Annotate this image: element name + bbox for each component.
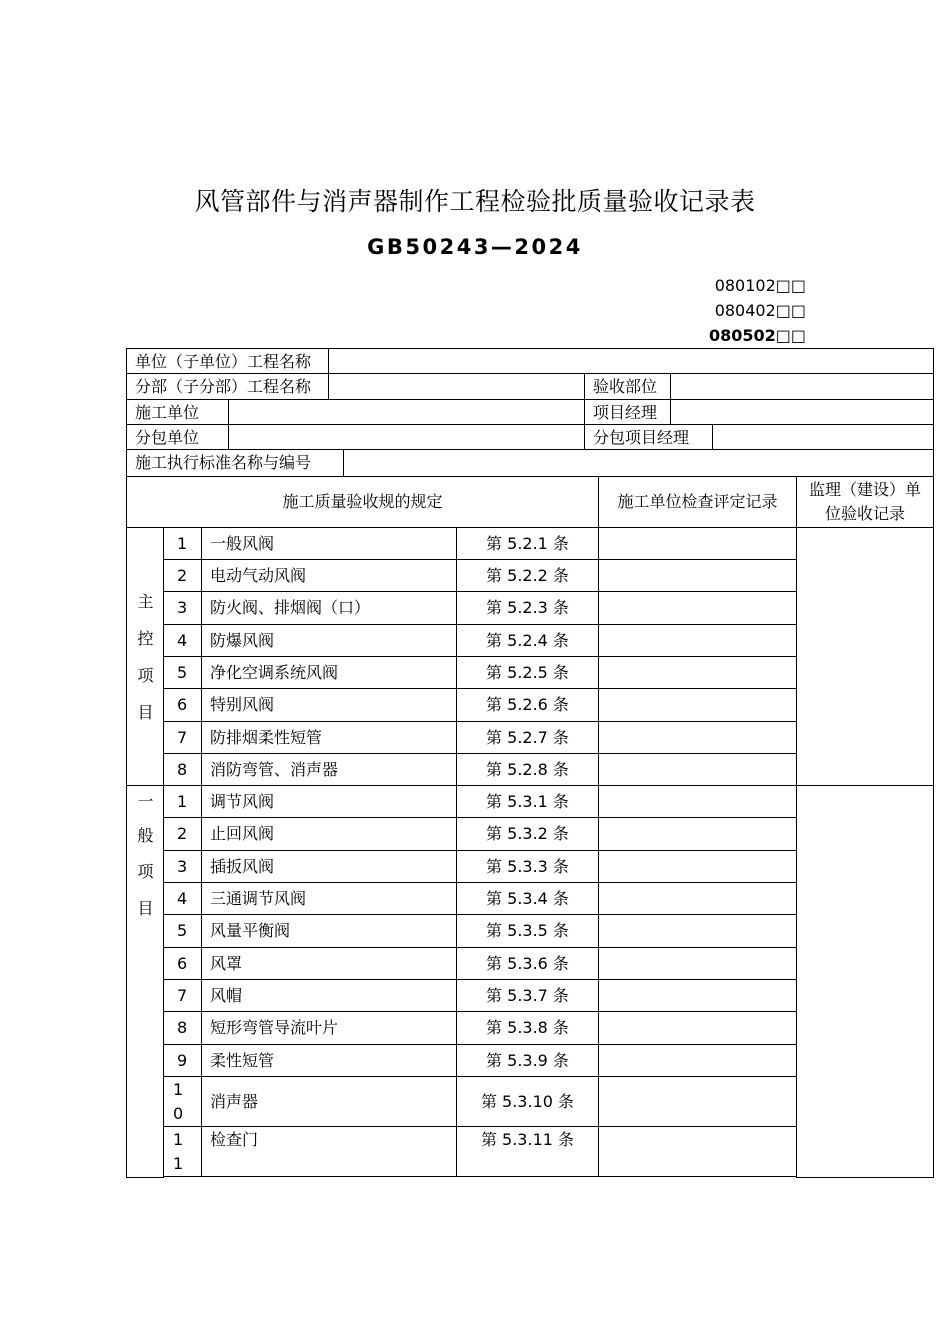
acceptance-table [126,348,934,1178]
general-item-number: 7 [163,979,202,1012]
general-item-number: 1 0 [163,1076,202,1127]
general-item-number: 3 [163,850,202,883]
main-item-clause: 第 5.2.1 条 [456,527,599,560]
sub-project-label: 分部（子分部）工程名称 [126,373,329,400]
general-item-clause: 第 5.3.8 条 [456,1011,599,1045]
col-spec-header: 施工质量验收规的规定 [126,476,599,528]
general-item-number: 4 [163,882,202,915]
general-item-check-field[interactable] [598,850,797,883]
standard-name-field[interactable] [343,449,934,477]
general-item-number: 9 [163,1044,202,1077]
acceptance-part-label: 验收部位 [584,373,671,400]
general-item-number: 8 [163,1011,202,1045]
main-item-check-field[interactable] [598,559,797,592]
general-item-name: 柔性短管 [201,1044,457,1077]
main-item-number: 2 [163,559,202,592]
general-item-name: 风帽 [201,979,457,1012]
main-item-clause: 第 5.2.7 条 [456,721,599,754]
general-item-check-field[interactable] [598,947,797,980]
general-item-name: 风量平衡阀 [201,914,457,948]
main-item-name: 防爆风阀 [201,624,457,657]
subcontract-unit-label: 分包单位 [126,424,229,450]
general-item-name: 检查门 [201,1126,457,1177]
form-code-1: 080102□□ [714,276,806,295]
general-item-check-field[interactable] [598,817,797,851]
main-item-number: 5 [163,656,202,689]
main-item-name: 消防弯管、消声器 [201,753,457,786]
construction-unit-field[interactable] [228,399,585,425]
col-supervision-header: 监理（建设）单位验收记录 [796,476,934,528]
main-item-check-field[interactable] [598,591,797,625]
main-item-number: 7 [163,721,202,754]
general-item-check-field[interactable] [598,979,797,1012]
subcontract-manager-label: 分包项目经理 [584,424,713,450]
main-item-clause: 第 5.2.3 条 [456,591,599,625]
general-item-name: 插扳风阀 [201,850,457,883]
general-item-clause: 第 5.3.5 条 [456,914,599,948]
main-items-label: 主 控 项 目 [126,527,164,786]
general-item-clause: 第 5.3.3 条 [456,850,599,883]
general-item-clause: 第 5.3.4 条 [456,882,599,915]
general-item-number: 1 1 [163,1126,202,1177]
general-item-name: 消声器 [201,1076,457,1127]
general-item-clause: 第 5.3.7 条 [456,979,599,1012]
general-item-clause: 第 5.3.2 条 [456,817,599,851]
main-item-number: 6 [163,688,202,722]
main-item-name: 防火阀、排烟阀（口） [201,591,457,625]
main-item-clause: 第 5.2.8 条 [456,753,599,786]
main-item-name: 电动气动风阀 [201,559,457,592]
main-item-number: 8 [163,753,202,786]
standard-name-label: 施工执行标准名称与编号 [126,449,344,477]
general-items-label: 一 般 项 目 [126,785,164,1178]
general-item-clause: 第 5.3.11 条 [456,1126,599,1177]
form-title: 风管部件与消声器制作工程检验批质量验收记录表 [194,187,756,216]
main-item-clause: 第 5.2.4 条 [456,624,599,657]
main-item-name: 特别风阀 [201,688,457,722]
general-item-name: 短形弯管导流叶片 [201,1011,457,1045]
main-item-number: 4 [163,624,202,657]
main-item-check-field[interactable] [598,721,797,754]
main-item-check-field[interactable] [598,624,797,657]
general-item-name: 调节风阀 [201,785,457,818]
general-item-name: 止回风阀 [201,817,457,851]
general-item-check-field[interactable] [598,882,797,915]
main-item-name: 防排烟柔性短管 [201,721,457,754]
main-item-check-field[interactable] [598,527,797,560]
main-item-check-field[interactable] [598,753,797,786]
general-items-supervision-field[interactable] [796,785,934,1178]
general-item-check-field[interactable] [598,1044,797,1077]
general-item-check-field[interactable] [598,1076,797,1127]
project-manager-field[interactable] [670,399,934,425]
general-item-check-field[interactable] [598,914,797,948]
construction-unit-label: 施工单位 [126,399,229,425]
project-name-label: 单位（子单位）工程名称 [126,348,329,374]
col-unit-check-header: 施工单位检查评定记录 [598,476,797,528]
general-item-check-field[interactable] [598,1126,797,1177]
form-code-3: 080502□□ [708,326,806,345]
subcontract-unit-field[interactable] [228,424,585,450]
main-items-supervision-field[interactable] [796,527,934,786]
main-item-check-field[interactable] [598,688,797,722]
general-item-number: 6 [163,947,202,980]
general-item-number: 1 [163,785,202,818]
general-item-clause: 第 5.3.6 条 [456,947,599,980]
general-item-number: 5 [163,914,202,948]
main-item-name: 净化空调系统风阀 [201,656,457,689]
main-item-number: 1 [163,527,202,560]
general-item-clause: 第 5.3.1 条 [456,785,599,818]
general-item-clause: 第 5.3.10 条 [456,1076,599,1127]
main-item-check-field[interactable] [598,656,797,689]
main-item-clause: 第 5.2.2 条 [456,559,599,592]
standard-code: GB50243—2024 [367,235,583,259]
general-item-number: 2 [163,817,202,851]
project-manager-label: 项目经理 [584,399,671,425]
subcontract-manager-field[interactable] [712,424,934,450]
main-item-number: 3 [163,591,202,625]
general-item-clause: 第 5.3.9 条 [456,1044,599,1077]
main-item-name: 一般风阀 [201,527,457,560]
acceptance-part-field[interactable] [670,373,934,400]
main-item-clause: 第 5.2.6 条 [456,688,599,722]
main-item-clause: 第 5.2.5 条 [456,656,599,689]
general-item-check-field[interactable] [598,1011,797,1045]
project-name-field[interactable] [328,348,934,374]
general-item-name: 三通调节风阀 [201,882,457,915]
form-code-2: 080402□□ [714,301,806,320]
general-item-name: 风罩 [201,947,457,980]
sub-project-field[interactable] [328,373,585,400]
general-item-check-field[interactable] [598,785,797,818]
